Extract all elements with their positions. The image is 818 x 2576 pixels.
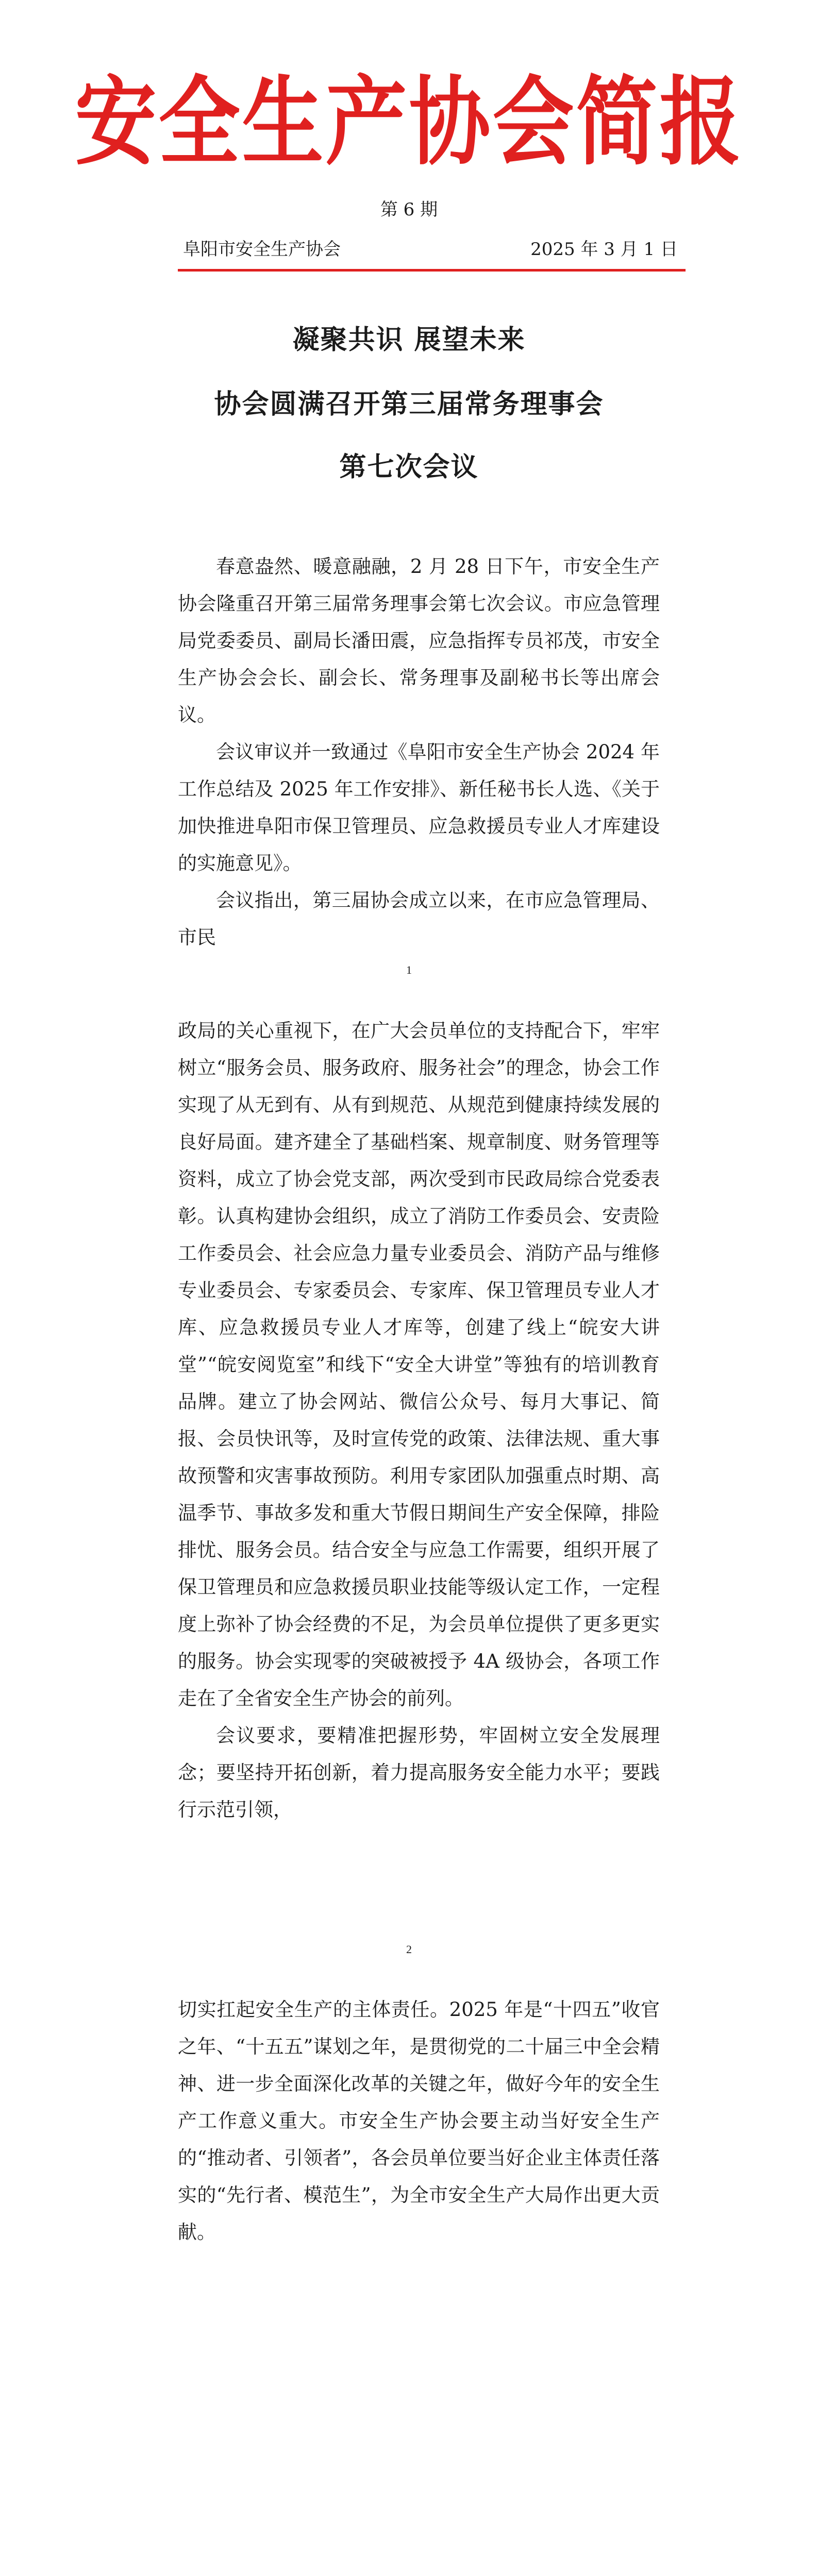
page-2 xyxy=(0,981,818,1963)
page-number: 2 xyxy=(406,1943,412,1956)
publish-date: 2025 年 3 月 1 日 xyxy=(530,239,678,260)
page-2-body xyxy=(178,1012,660,1828)
paragraph: 春意盎然、暖意融融，2 月 28 日下午，市安全生产协会隆重召开第三届常务理事会第七次会议。市应急管理局党委委员、副局长潘田震，应急指挥专员祁茂，市安全生产协会会长、副会长、常务理事及副秘书长等出席会议。 xyxy=(178,555,660,726)
page-number: 1 xyxy=(406,963,412,976)
page-3-body xyxy=(178,1991,660,2251)
article-title-line-1: 凝聚共识 展望未来 xyxy=(292,324,526,355)
meta-row xyxy=(183,238,678,261)
issue-number: 第 6 期 xyxy=(380,199,438,220)
page-1-body xyxy=(178,548,660,956)
paragraph: 会议要求，要精准把握形势，牢固树立安全发展理念；要坚持开拓创新，着力提高服务安全能力水平；要践行示范引领， xyxy=(178,1724,660,1821)
header-divider xyxy=(178,269,686,272)
article-title-line-3: 第七次会议 xyxy=(339,451,479,483)
paragraph: 会议指出，第三届协会成立以来，在市应急管理局、市民 xyxy=(178,889,660,948)
page-1 xyxy=(0,0,818,981)
article-title-line-2: 协会圆满召开第三届常务理事会 xyxy=(214,388,604,420)
paragraph: 切实扛起安全生产的主体责任。2025 年是“十四五”收官之年、“十五五”谋划之年，是贯彻党的二十届三中全会精神、进一步全面深化改革的关键之年，做好今年的安全生产工作意义重大。市安全生产协会要主动当好安全生产的“推动者、引领者”，各会员单位要当好企业主体责任落实的“先行者、模范生”，为全市安全生产大局作出更大贡献。 xyxy=(178,1998,660,2243)
masthead-title: 安全生产协会简报 xyxy=(75,66,743,179)
page-3 xyxy=(0,1963,818,2576)
publisher-name: 阜阳市安全生产协会 xyxy=(183,239,341,260)
paragraph: 会议审议并一致通过《阜阳市安全生产协会 2024 年工作总结及 2025 年工作安排》、新任秘书长人选、《关于加快推进阜阳市保卫管理员、应急救援员专业人才库建设的实施意见》。 xyxy=(178,741,660,874)
paragraph: 政局的关心重视下，在广大会员单位的支持配合下，牢牢树立“服务会员、服务政府、服务社会”的理念，协会工作实现了从无到有、从有到规范、从规范到健康持续发展的良好局面。建齐建全了基础档案、规章制度、财务管理等资料，成立了协会党支部，两次受到市民政局综合党委表彰。认真构建协会组织，成立了消防工作委员会、安责险工作委员会、社会应急力量专业委员会、消防产品与维修专业委员会、专家委员会、专家库、保卫管理员专业人才库、应急救援员专业人才库等，创建了线上“皖安大讲堂”“皖安阅览室”和线下“安全大讲堂”等独有的培训教育品牌。建立了协会网站、微信公众号、每月大事记、简报、会员快讯等，及时宣传党的政策、法律法规、重大事故预警和灾害事故预防。利用专家团队加强重点时期、高温季节、事故多发和重大节假日期间生产安全保障，排险排忧、服务会员。结合安全与应急工作需要，组织开展了保卫管理员和应急救援员职业技能等级认定工作，一定程度上弥补了协会经费的不足，为会员单位提供了更多更实的服务。协会实现零的突破被授予 4A 级协会，各项工作走在了全省安全生产协会的前列。 xyxy=(178,1020,660,1709)
